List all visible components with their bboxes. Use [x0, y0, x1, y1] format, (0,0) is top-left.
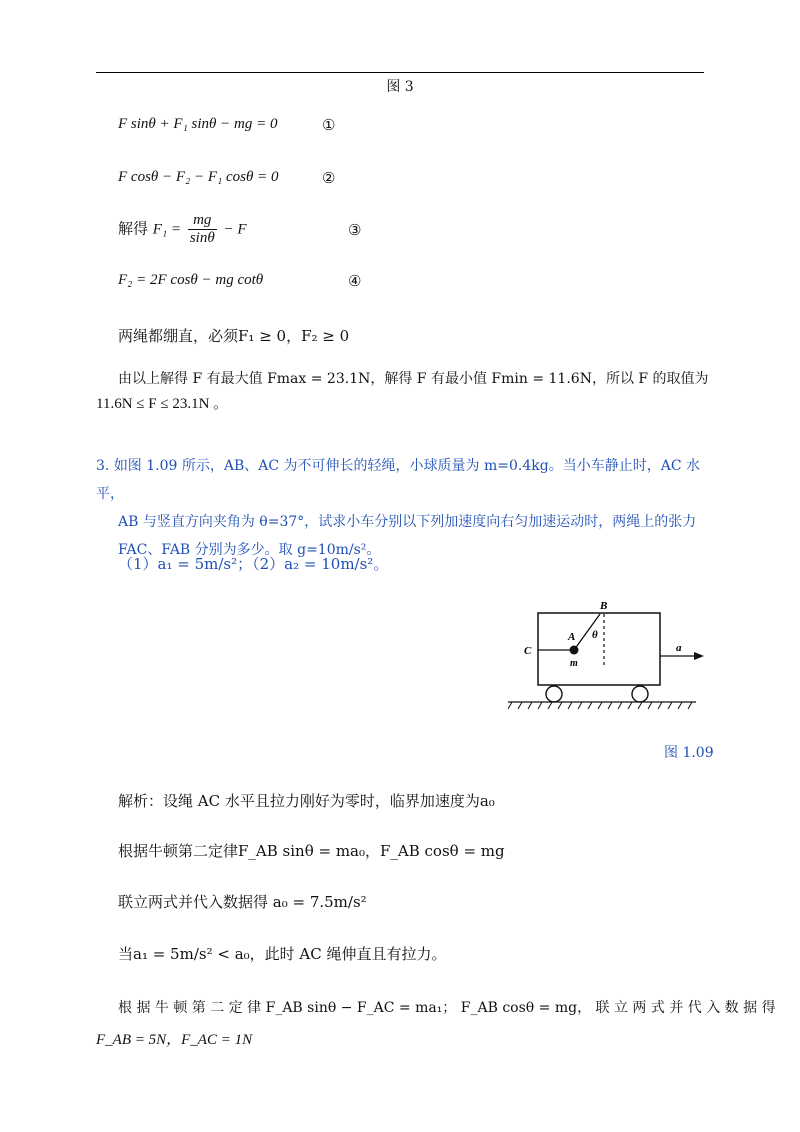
acceleration-arrowhead: [694, 652, 704, 660]
solution-line-4: 当a₁ = 5m/s² < a₀，此时 AC 绳伸直且有拉力。: [118, 945, 447, 963]
solution-line-3: 联立两式并代入数据得 a₀ = 7.5m/s²: [118, 893, 367, 911]
question-3-line-1: [96, 452, 708, 508]
equation-3-lhs: F₁ =: [152, 221, 182, 238]
question-text-1: 如图 1.09 所示，AB、AC 为不可伸长的轻绳，小球质量为 m=0.4kg。当小车静止时，AC 水平，: [96, 458, 700, 502]
question-number: 3.: [96, 458, 110, 474]
condition-text: 两绳都绷直，必须F₁ ≥ 0，F₂ ≥ 0: [118, 327, 350, 345]
conclusion-line-1: 由以上解得 F 有最大值 Fmax = 23.1N，解得 F 有最小值 Fmin = 11.6N，所以 F 的取值为: [118, 371, 709, 387]
equation-3-fraction: [188, 212, 217, 247]
equation-3-denominator: sinθ: [189, 230, 215, 246]
question-3-line-3: FAC、FAB 分别为多少。取 g=10m/s²。: [118, 542, 381, 558]
solution-line-1: 解析：设绳 AC 水平且拉力刚好为零时，临界加速度为a₀: [118, 792, 495, 810]
label-m: m: [570, 658, 578, 669]
equation-1-marker: ①: [322, 116, 336, 134]
equation-1: F sinθ + F₁ sinθ − mg = 0: [118, 116, 278, 132]
figure-caption: 图 1.09: [664, 745, 714, 761]
equation-2-marker: ②: [322, 169, 336, 187]
question-3: [96, 452, 708, 564]
label-theta: θ: [592, 629, 598, 641]
equation-4-marker: ④: [348, 272, 362, 290]
label-a: A: [568, 631, 576, 643]
solution-line-2: 根据牛顿第二定律F_AB sinθ = ma₀，F_AB cosθ = mg: [118, 842, 505, 860]
cart-diagram: [508, 598, 708, 716]
conclusion-line-2: 11.6N ≤ F ≤ 23.1N 。: [96, 396, 229, 412]
wheel-right: [632, 686, 648, 702]
ground-hatching: [508, 702, 692, 709]
question-3-line-2: AB 与竖直方向夹角为 θ=37°，试求小车分别以下列加速度向右匀加速运动时，两绳上的张力: [118, 514, 697, 530]
cart-body: [538, 613, 660, 685]
question-parts: （1）a₁ = 5m/s²；（2）a₂ = 10m/s²。: [118, 555, 389, 573]
equation-3-numerator: mg: [188, 212, 217, 230]
equation-3: [118, 212, 247, 247]
equation-4: F₂ = 2F cosθ − mg cotθ: [118, 272, 264, 288]
page-top-rule: [96, 72, 704, 73]
figure-caption-top: 图 3: [386, 79, 414, 95]
equation-2: F cosθ − F₂ − F₁ cosθ = 0: [118, 169, 279, 185]
equation-3-marker: ③: [348, 221, 362, 239]
wheel-left: [546, 686, 562, 702]
equation-3-prefix: 解得: [118, 219, 149, 238]
ball-a: [570, 646, 579, 655]
solution-line-5b: F_AB = 5N，F_AC = 1N: [96, 1032, 253, 1048]
label-c: C: [524, 645, 532, 657]
label-b: B: [600, 600, 608, 612]
label-a-accel: a: [676, 642, 682, 654]
equation-3-rhs: − F: [223, 221, 247, 238]
solution-line-5a: 根 据 牛 顿 第 二 定 律 F_AB sinθ − F_AC = ma₁； F_AB cosθ = mg， 联 立 两 式 并 代 入 数 据 得: [118, 1000, 776, 1016]
